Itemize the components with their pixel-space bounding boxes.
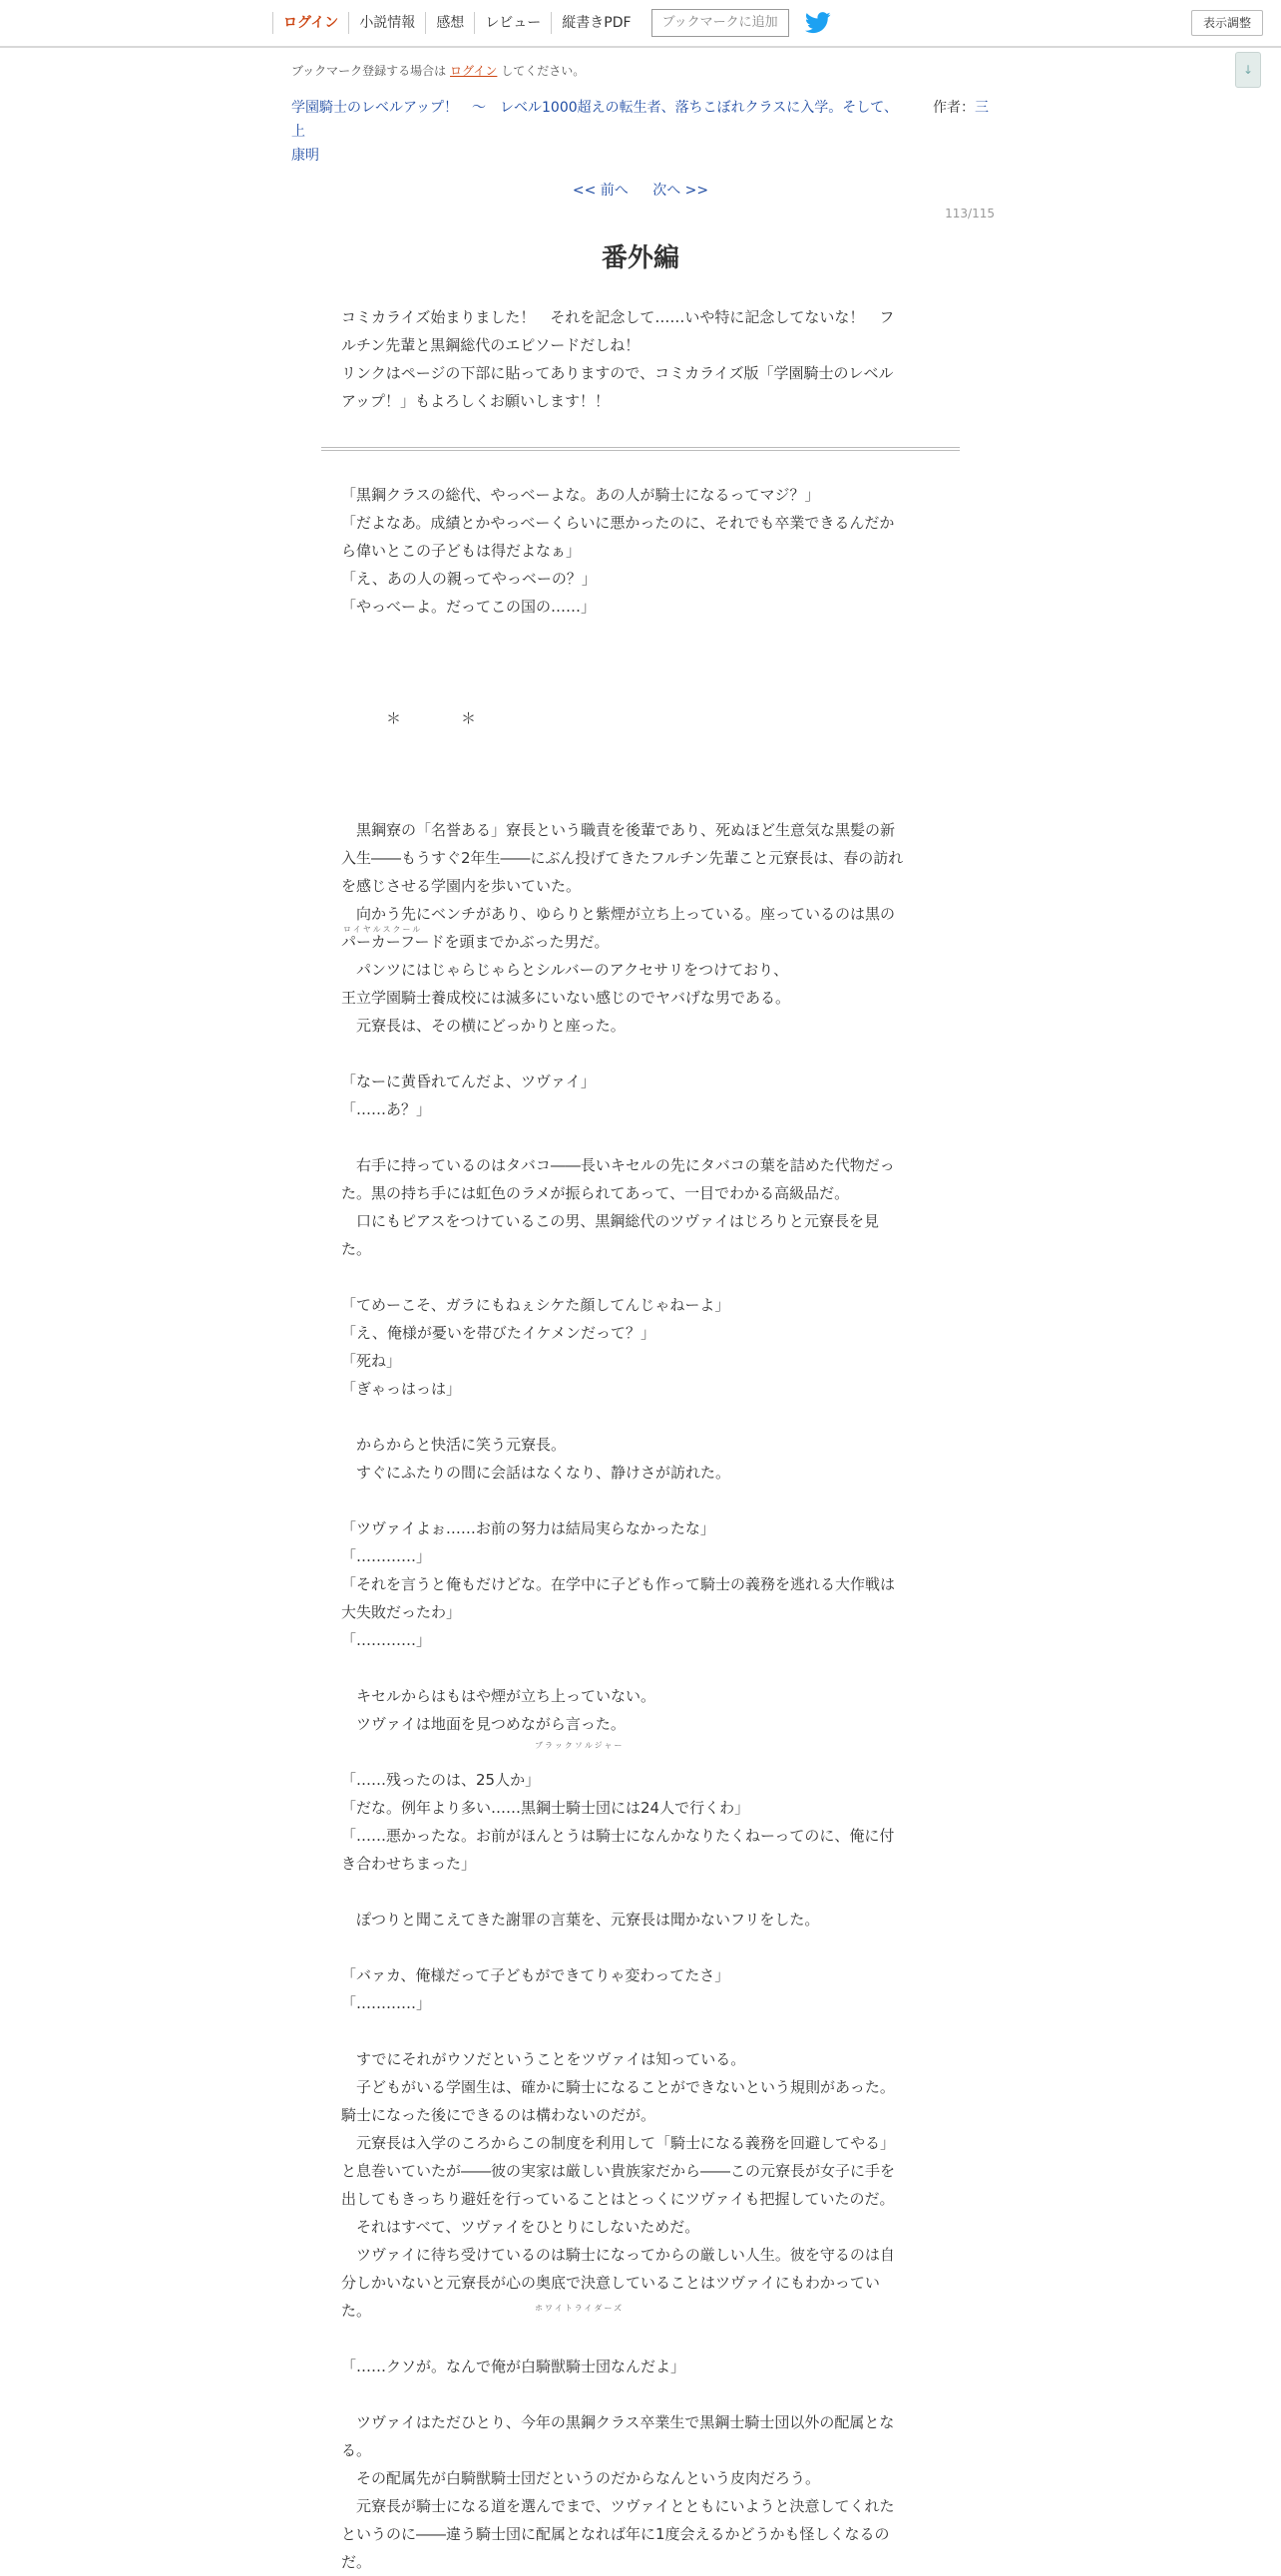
text-line: 「ぎゃっはっは」 — [341, 1380, 462, 1398]
notice-login-link[interactable]: ログイン — [450, 64, 498, 78]
text-line: すぐにふたりの間に会話はなくなり、静けさが訪れた。 — [341, 1464, 731, 1482]
text-line: パンツにはじゃらじゃらとシルバーのアクセサリをつけており、 — [341, 961, 789, 979]
author-link[interactable]: 三上 — [291, 100, 989, 140]
text-line: 「なーに黄昏れてんだよ、ツヴァイ」 — [341, 1073, 596, 1090]
text-line: パーカーフードを頭までかぶった男だ。 — [341, 933, 610, 951]
text-line — [341, 1654, 940, 1682]
text-line: というのに――違う騎士団に配属となれば年に1度会えるかどうかも怪しくなるの — [341, 2525, 890, 2543]
author-label: 作者： — [932, 100, 975, 116]
text-line — [341, 788, 940, 816]
text-line: その配属先が白騎獣騎士団だというのだからなんという皮肉だろう。 — [341, 2469, 821, 2487]
text-line — [341, 1123, 940, 1151]
text-line: 大失敗だったわ」 — [341, 1603, 462, 1621]
divider — [321, 447, 960, 451]
text-line: 出してもきっちり避妊を行っていることはとっくにツヴァイも把握していたのだ。 — [341, 2190, 895, 2208]
text-line: リンクはページの下部に貼ってありますので、コミカライズ版「学園騎士のレベル — [341, 364, 894, 382]
text-line: 「やっべーよ。だってこの国の……」 — [341, 598, 597, 616]
text-line: 「それを言うと俺もだけどな。在学中に子ども作って騎士の義務を逃れる大作戦は — [341, 1575, 896, 1593]
text-line: 騎士になった後にできるのは構わないのだが。 — [341, 2106, 656, 2124]
bookmark-login-notice — [291, 62, 585, 79]
text-line: ツヴァイに待ち受けているのは騎士になってからの厳しい人生。彼を守るのは自 — [341, 2246, 895, 2264]
author-link-cont[interactable]: 康明 — [291, 148, 319, 164]
text-line: ルチン先輩と黒鋼総代のエピソードだしね！ — [341, 336, 640, 354]
text-line: 「…………」 — [341, 1547, 432, 1565]
scroll-down-tab[interactable]: ↓ — [1235, 52, 1261, 88]
text-line: 「ツヴァイよぉ……お前の努力は結局実らなかったな」 — [341, 1519, 715, 1537]
text-line: 元寮長が騎士になる道を選んでまで、ツヴァイとともにいようと決意してくれた — [341, 2497, 895, 2515]
text-line — [341, 732, 940, 760]
text-line: 向かう先にベンチがあり、ゆらりと紫煙が立ち上っている。座っているのは黒の — [341, 905, 896, 923]
text-line — [341, 1403, 940, 1431]
text-line: からからと快活に笑う元寮長。 — [341, 1436, 567, 1454]
nav-impressions-link[interactable]: 感想 — [425, 12, 474, 34]
twitter-icon[interactable] — [805, 12, 831, 34]
text-line: 「え、俺様が憂いを帯びたイケメンだって？」 — [341, 1324, 656, 1342]
series-header — [291, 96, 990, 168]
text-line: ＊ ＊ — [341, 709, 477, 727]
text-line: 「死ね」 — [341, 1352, 402, 1370]
text-line — [341, 2380, 940, 2408]
text-line — [341, 648, 940, 676]
text-line: 「え、あの人の親ってやっベーの？」 — [341, 570, 597, 588]
text-line — [341, 1738, 940, 1766]
text-line: 元寮長は入学のころからこの制度を利用して「騎士になる義務を回避してやる」 — [341, 2134, 896, 2152]
text-line: と息巻いていたが――彼の実家は厳しい貴族家だから――この元寮長が女子に手を — [341, 2162, 896, 2180]
text-line: を感じさせる学園内を歩いていた。 — [341, 877, 582, 895]
nav-review-link[interactable]: レビュー — [474, 12, 551, 34]
text-line: 「…………」 — [341, 1631, 432, 1649]
text-line: 「……残ったのは、25人か」 — [341, 1771, 541, 1789]
text-line: 「…………」 — [341, 1994, 432, 2012]
text-line: た。 — [341, 2302, 372, 2320]
text-line: ら偉いとこの子どもは得だよなぁ」 — [341, 542, 582, 560]
text-line — [341, 1878, 940, 1906]
display-settings-button[interactable]: 表示調整 — [1191, 10, 1263, 36]
text-line: き合わせちまった」 — [341, 1855, 477, 1873]
text-line — [341, 621, 940, 648]
text-line: 「だよなあ。成績とかやっべーくらいに悪かったのに、それでも卒業できるんだか — [341, 514, 895, 532]
text-line: ぽつりと聞こえてきた謝罪の言葉を、元寮長は聞かないフリをした。 — [341, 1911, 820, 1929]
text-line: 黒鋼寮の「名誉ある」寮長という職責を後輩であり、死ぬほど生意気な黒髪の新 — [341, 821, 896, 839]
add-bookmark-button[interactable]: ブックマークに追加 — [651, 9, 789, 37]
text-line: 「黒鋼クラスの総代、やっベーよな。あの人が騎士になるってマジ？」 — [341, 486, 820, 504]
novel-body-text — [341, 481, 940, 2576]
text-line: コミカライズ始まりました！ それを記念して……いや特に記念してないな！ フ — [341, 308, 895, 326]
text-line: 入生――もうすぐ2年生――にぶん投げてきたフルチン先輩こと元寮長は、春の訪れ — [341, 849, 904, 867]
nav-login-link[interactable]: ログイン — [272, 12, 348, 34]
text-line: だ。 — [341, 2553, 372, 2571]
text-line: 子どもがいる学園生は、確かに騎士になることができないという規則があった。 — [341, 2078, 895, 2096]
text-line — [341, 2325, 940, 2353]
text-line: る。 — [341, 2441, 372, 2459]
text-line: ツヴァイは地面を見つめながら言った。 — [341, 1715, 626, 1733]
text-line: 元寮長は、その横にどっかりと座った。 — [341, 1017, 626, 1035]
text-line: 「……あ？」 — [341, 1100, 432, 1118]
text-line: 右手に持っているのはタバコ――長いキセルの先にタバコの葉を詰めた代物だっ — [341, 1156, 895, 1174]
pager — [0, 180, 1281, 200]
next-page-link[interactable]: 次へ >> — [652, 183, 709, 199]
prev-page-link[interactable]: << 前へ — [572, 183, 629, 199]
text-line — [341, 760, 940, 788]
text-line: 王立学園騎士養成校には滅多にいない感じのでヤバげな男である。 — [341, 989, 791, 1007]
notice-prefix: ブックマーク登録する場合は — [291, 64, 447, 78]
text-line: 「てめーこそ、ガラにもねぇシケた顔してんじゃねーよ」 — [341, 1296, 730, 1314]
chapter-title: 番外編 — [601, 243, 679, 273]
ruby-royal-school: ロイヤルスクール — [343, 925, 423, 934]
text-line — [341, 1263, 940, 1291]
text-line — [341, 2017, 940, 2045]
text-line — [341, 1933, 940, 1961]
text-line: 分しかいないと元寮長が心の奥底で決意していることはツヴァイにもわかってい — [341, 2274, 880, 2292]
notice-suffix: してください。 — [501, 64, 586, 78]
text-line: 「……クソが。なんで俺が白騎獣騎士団なんだよ」 — [341, 2358, 686, 2375]
text-line: すでにそれがウソだということをツヴァイは知っている。 — [341, 2050, 746, 2068]
nav-menu — [272, 0, 831, 46]
text-line — [341, 1040, 940, 1068]
text-line: 「バァカ、俺様だって子どもができてりゃ変わってたさ」 — [341, 1966, 730, 1984]
text-line: キセルからはもはや煙が立ち上っていない。 — [341, 1687, 656, 1705]
text-line — [341, 676, 940, 704]
text-line: それはすべて、ツヴァイをひとりにしないためだ。 — [341, 2218, 700, 2236]
text-line: 口にもピアスをつけているこの男、黒鋼総代のツヴァイはじろりと元寮長を見 — [341, 1212, 879, 1230]
text-line — [341, 1487, 940, 1514]
text-line: た。黒の持ち手には虹色のラメが振られてあって、一目でわかる高級品だ。 — [341, 1184, 850, 1202]
nav-vertical-pdf-link[interactable]: 縦書きPDF — [551, 12, 640, 34]
text-line: 「だな。例年より多い……黒鋼士騎士団には24人で行くわ」 — [341, 1799, 750, 1817]
text-line: ツヴァイはただひとり、今年の黒鋼クラス卒業生で黒鋼士騎士団以外の配属とな — [341, 2413, 895, 2431]
nav-novel-info-link[interactable]: 小説情報 — [348, 12, 425, 34]
text-line: 「……悪かったな。お前がほんとうは騎士になんかなりたくねーってのに、俺に付 — [341, 1827, 895, 1845]
ruby-white-riders: ホワイトライダーズ — [535, 2304, 625, 2313]
preface-text — [341, 303, 940, 415]
series-title-link[interactable]: 学園騎士のレベルアップ！ 〜 レベル1000超えの転生者、落ちこぼれクラスに入学。そして、 — [291, 100, 891, 116]
text-line: た。 — [341, 1240, 372, 1258]
text-line: アップ！」もよろしくお願いします！！ — [341, 392, 610, 410]
page-number: 113/115 — [945, 207, 995, 220]
top-navigation-bar — [0, 0, 1281, 48]
ruby-black-soldier: ブラックソルジャー — [535, 1741, 625, 1750]
